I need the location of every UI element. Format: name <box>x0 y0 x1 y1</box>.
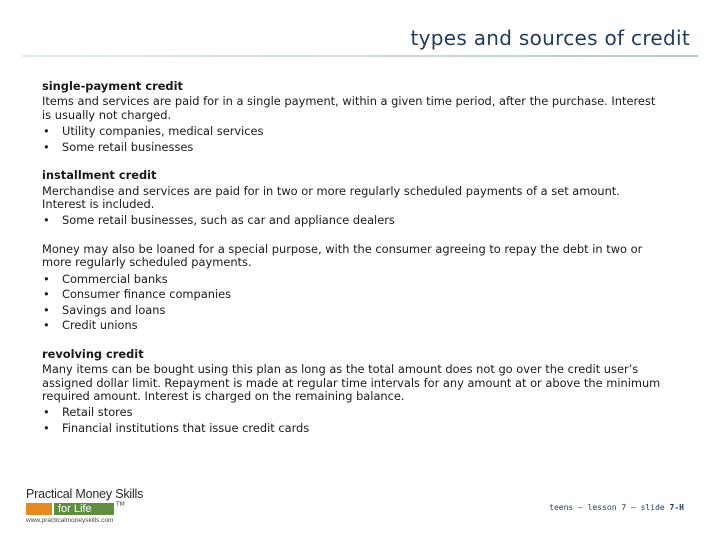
footer-lesson-text: teens – lesson 7 – slide <box>549 503 670 512</box>
bullet-icon: • <box>43 139 50 154</box>
title-divider <box>22 55 698 57</box>
section-heading: installment credit <box>42 168 157 183</box>
section-revolving <box>42 348 662 437</box>
main-content <box>42 80 662 450</box>
section-text: Money may also be loaned for a special purpose, with the consumer agreeing to repay the debt in two or more regularly scheduled payments. <box>42 241 643 270</box>
logo-url: www.practicalmoneyskills.com <box>26 517 114 524</box>
bullet-icon: • <box>43 420 50 435</box>
logo-trademark: TM <box>116 501 125 508</box>
bullet-list <box>42 124 662 155</box>
logo-brand: Practical Money Skills <box>26 487 144 501</box>
logo-tagline: for Life <box>54 503 114 515</box>
list-item <box>42 213 662 229</box>
bullet-icon: • <box>43 318 50 333</box>
list-item-text: Savings and loans <box>62 302 166 317</box>
list-item-text: Retail stores <box>62 405 133 420</box>
bullet-icon: • <box>43 302 50 317</box>
list-item <box>42 318 662 334</box>
section-heading: revolving credit <box>42 346 144 361</box>
list-item <box>42 303 662 319</box>
practical-money-skills-logo <box>26 487 166 527</box>
bullet-icon: • <box>43 287 50 302</box>
bullet-list <box>42 272 662 334</box>
bullet-icon: • <box>43 271 50 286</box>
list-item-text: Some retail businesses <box>62 139 194 154</box>
list-item <box>42 140 662 156</box>
list-item-text: Commercial banks <box>62 271 168 286</box>
section-text: Items and services are paid for in a single payment, within a given time period, after the purchase. Interest is usually not charged. <box>42 94 656 122</box>
list-item-text: Utility companies, medical services <box>62 124 264 139</box>
bullet-icon: • <box>43 213 50 228</box>
slide-footer <box>549 503 684 512</box>
section-heading: single-payment credit <box>42 79 183 93</box>
list-item <box>42 405 662 421</box>
list-item-text: Credit unions <box>62 318 138 333</box>
section-text: Many items can be bought using this plan as long as the total amount does not go over the credit user’s assigned dollar limit. Repayment is made at regular time intervals for any amount at or above the minimum required amount. Interest is charged on the remaining balance. <box>42 362 661 403</box>
bullet-list <box>42 213 662 229</box>
bullet-icon: • <box>43 405 50 420</box>
list-item-text: Some retail businesses, such as car and appliance dealers <box>62 213 395 228</box>
bullet-list <box>42 405 662 436</box>
list-item-text: Financial institutions that issue credit cards <box>62 420 310 435</box>
section-text: Merchandise and services are paid for in two or more regularly scheduled payments of a set amount. Interest is included. <box>42 183 620 212</box>
list-item <box>42 287 662 303</box>
page-title: types and sources of credit <box>410 26 690 50</box>
list-item <box>42 272 662 288</box>
footer-slide-number: 7-H <box>669 503 684 512</box>
logo-orange-bar <box>26 503 52 515</box>
bullet-icon: • <box>43 124 50 139</box>
section-single-payment <box>42 80 662 155</box>
list-item <box>42 421 662 437</box>
list-item-text: Consumer finance companies <box>62 287 232 302</box>
section-installment <box>42 169 662 229</box>
section-loans <box>42 243 662 334</box>
list-item <box>42 124 662 140</box>
